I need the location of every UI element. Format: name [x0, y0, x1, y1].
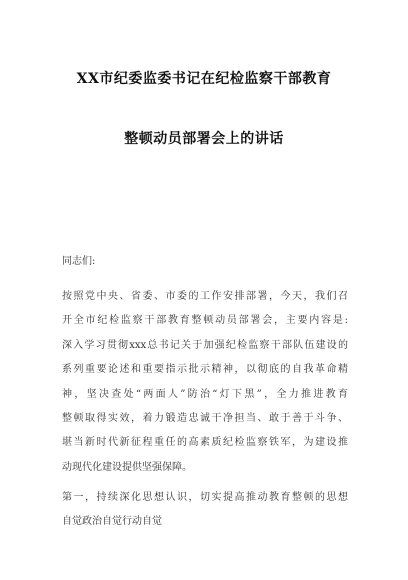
body-paragraph-1 — [62, 285, 348, 480]
paragraph-line: 神，坚决查处“两面人”防治“灯下黑”，全力推进教育 — [62, 388, 348, 400]
paragraph-line: 堪当新时代新征程重任的高素质纪检监察铁军，为建设推 — [62, 437, 348, 449]
document-title-line-2: 整顿动员部署会上的讲话 — [124, 131, 284, 147]
document-title-line-1: XX市纪委监委书记在纪检监察干部教育 — [76, 71, 332, 87]
paragraph-line: 按照党中央、省委、市委的工作安排部署，今天，我们召 — [62, 291, 348, 302]
paragraph-line: 第一，持续深化思想认识，切实提高推动教育整顿的思想 — [62, 492, 348, 503]
paragraph-line: 系列重要论述和重要指示批示精神，以彻底的自我革命精 — [62, 364, 348, 376]
salutation: 同志们: — [62, 256, 96, 267]
paragraph-line: 自觉政治自觉行动自觉 — [62, 516, 162, 528]
paragraph-line: 深入学习贯彻xxx总书记关于加强纪检监察干部队伍建设的 — [62, 339, 348, 351]
paragraph-line: 动现代化建设提供坚强保障。 — [62, 461, 192, 473]
body-paragraph-2 — [62, 486, 348, 535]
paragraph-line: 开全市纪检监察干部教育整顿动员部署会，主要内容是: — [62, 315, 348, 327]
paragraph-line: 整顿取得实效，着力锻造忠诚干净担当、敢于善于斗争、 — [62, 412, 348, 424]
